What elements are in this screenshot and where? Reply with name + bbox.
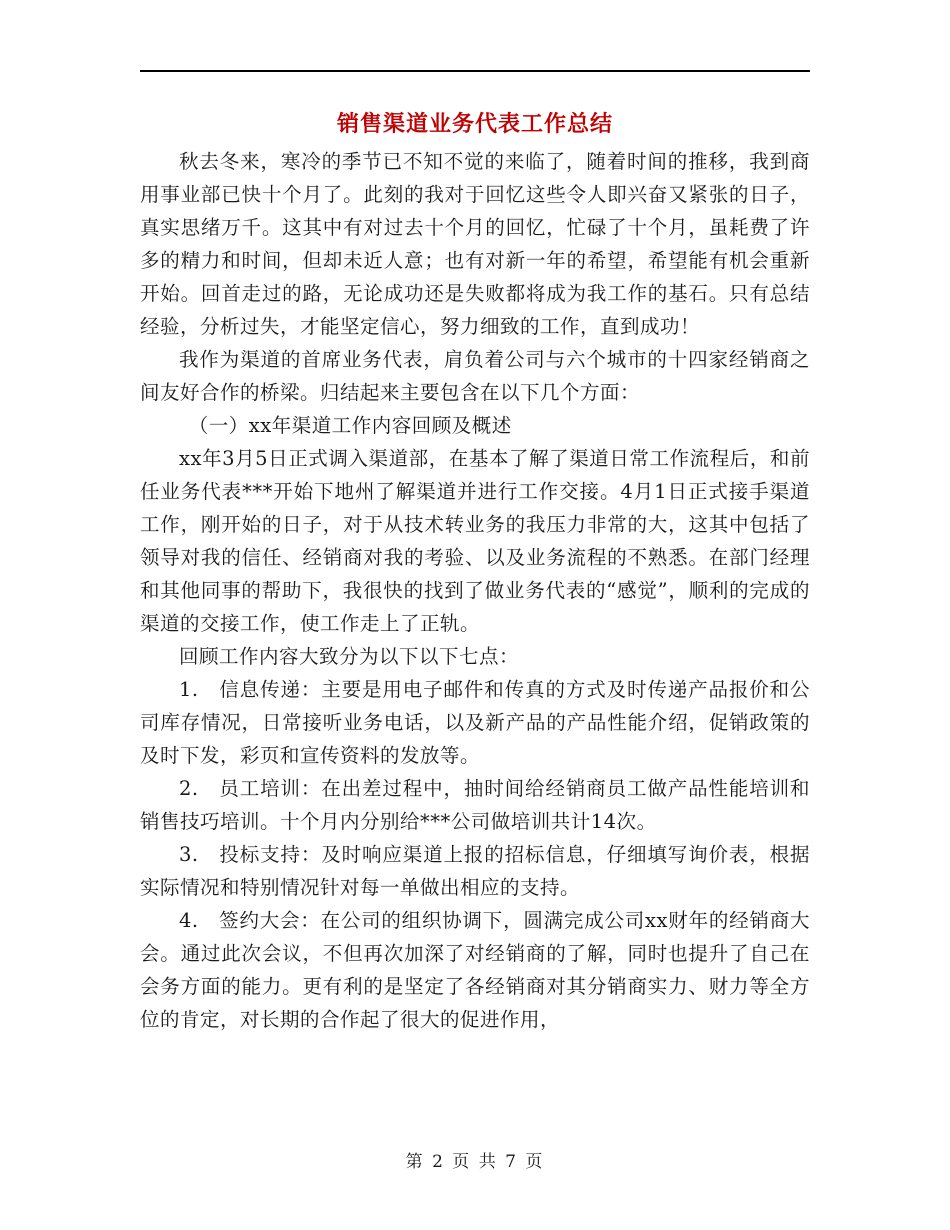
list-item-bid-support: 3. 投标支持：及时响应渠道上报的招标信息，仔细填写询价表，根据实际情况和特别情况针对每一单做出相应的支持。 [140,843,810,899]
header-rule [140,70,810,72]
paragraph-review: xx年3月5日正式调入渠道部，在基本了解了渠道日常工作流程后，和前任业务代表***开始下地州了解渠道并进行工作交接。4月1日正式接手渠道工作，刚开始的日子，对于从技术转业务的我压力非常的大，这其中包括了领导对我的信任、经销商对我的考验、以及业务流程的不熟悉。在部门经理和其他同事的帮助下，我很快的找到了做业务代表的“感觉”，顺利的完成的渠道的交接工作，使工作走上了正轨。 [140,447,810,635]
list-item-staff-training: 2. 员工培训：在出差过程中，抽时间给经销商员工做产品性能培训和销售技巧培训。十个月内分别给***公司做培训共计14次。 [140,777,810,833]
list-item-signing-conference: 4. 签约大会：在公司的组织协调下，圆满完成公司xx财年的经销商大会。通过此次会议，不但再次加深了对经销商的了解，同时也提升了自己在会务方面的能力。更有利的是坚定了各经销商对其分销商实力、财力等全方位的肯定，对长期的合作起了很大的促进作用， [140,909,810,1031]
document-title: 销售渠道业务代表工作总结 [336,111,613,137]
paragraph-seven-points: 回顾工作内容大致分为以下以下七点： [179,645,520,668]
paragraph-intro: 秋去冬来，寒冷的季节已不知不觉的来临了，随着时间的推移，我到商用事业部已快十个月了。此刻的我对于回忆这些令人即兴奋又紧张的日子，真实思绪万千。这其中有对过去十个月的回忆，忙碌了十个月，虽耗费了许多的精力和时间，但却未近人意；也有对新一年的希望，希望能有机会重新开始。回首走过的路，无论成功还是失败都将成为我工作的基石。只有总结经验，分析过失，才能坚定信心，努力细致的工作，直到成功！ [140,150,810,338]
document-body [140,145,810,1036]
section-heading-1: （一）xx年渠道工作内容回顾及概述 [188,414,512,437]
page-footer: 第 2 页 共 7 页 [405,1152,545,1172]
paragraph-role: 我作为渠道的首席业务代表，肩负着公司与六个城市的十四家经销商之间友好合作的桥梁。归结起来主要包含在以下几个方面： [140,348,810,404]
list-item-info-transfer: 1. 信息传递：主要是用电子邮件和传真的方式及时传递产品报价和公司库存情况，日常接听业务电话，以及新产品的产品性能介绍，促销政策的及时下发，彩页和宣传资料的发放等。 [140,678,810,767]
